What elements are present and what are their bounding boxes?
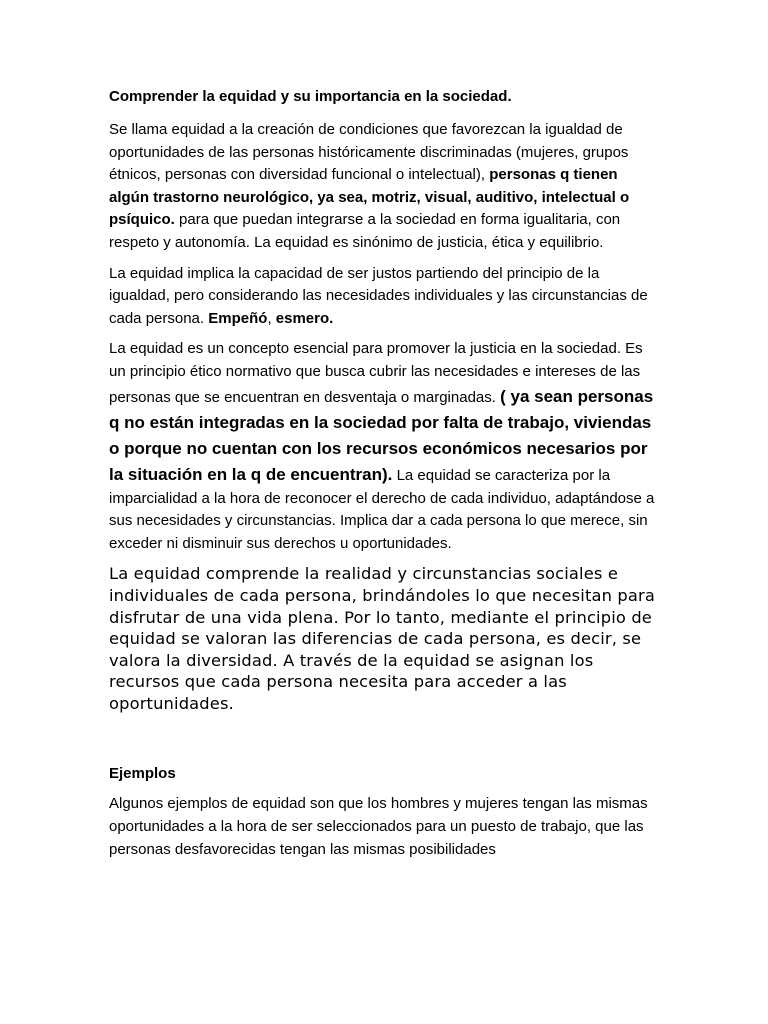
paragraph-text: La equidad se caracteriza por la imparcialidad a la hora de reconocer el derecho de cada individuo, adaptándose a sus necesidades y circunstancias. Implica dar a cada persona lo que merece, sin exceder ni disminuir sus derechos u oportunidades. (109, 466, 655, 552)
paragraph-definition (109, 119, 661, 255)
paragraph-text: Se llama equidad a la creación de condiciones que favorezcan la igualdad de oportunidades de las personas históricamente discriminadas (mujeres, grupos étnicos, personas con diversidad funcional o intelectual), (109, 121, 629, 184)
large-bold-text: ( ya sean personas q no están integradas en la sociedad por falta de trabajo, viviendas o porque no cuentan con los recursos económicos necesarios por la situación en la q de encuentran). (109, 386, 654, 484)
bold-text: Empeñó (208, 309, 268, 327)
comma-text: , (267, 309, 272, 327)
section-heading-examples: Ejemplos (109, 765, 176, 783)
paragraph-reality: La equidad comprende la realidad y circunstancias sociales e individuales de cada persona, brindándoles lo que necesitan para disfrutar de una vida plena. Por lo tanto, mediante el principio de equidad se valoran las diferencias de cada persona, es decir, se valora la diversidad. A través de la equidad se asignan los recursos que cada persona necesita para acceder a las oportunidades. (109, 564, 656, 713)
document-body (109, 86, 661, 869)
paragraph-text: para que puedan integrarse a la sociedad en forma igualitaria, con respeto y autonomía. La equidad es sinónimo de justicia, ética y equilibrio. (109, 211, 621, 251)
bold-text: personas q tienen algún trastorno neurológico, ya sea, motriz, visual, auditivo, intelectual o psíquico. (109, 166, 630, 229)
bold-text: esmero. (275, 309, 334, 327)
paragraph-text: La equidad es un concepto esencial para promover la justicia en la sociedad. Es un principio ético normativo que busca cubrir las necesidades e intereses de las personas que se encuentran en desventaja o marginadas. (109, 340, 643, 406)
paragraph-implication (109, 263, 661, 331)
paragraph-examples: Algunos ejemplos de equidad son que los hombres y mujeres tengan las mismas oportunidades a la hora de ser seleccionados para un puesto de trabajo, que las personas desfavorecidas tengan las mismas posibilidades (109, 795, 648, 858)
document-title: Comprender la equidad y su importancia en la sociedad. (109, 88, 512, 105)
paragraph-concept (109, 338, 661, 555)
paragraph-text: La equidad implica la capacidad de ser justos partiendo del principio de la igualdad, pero considerando las necesidades individuales y las circunstancias de cada persona. (109, 264, 648, 327)
blank-space (109, 722, 661, 763)
